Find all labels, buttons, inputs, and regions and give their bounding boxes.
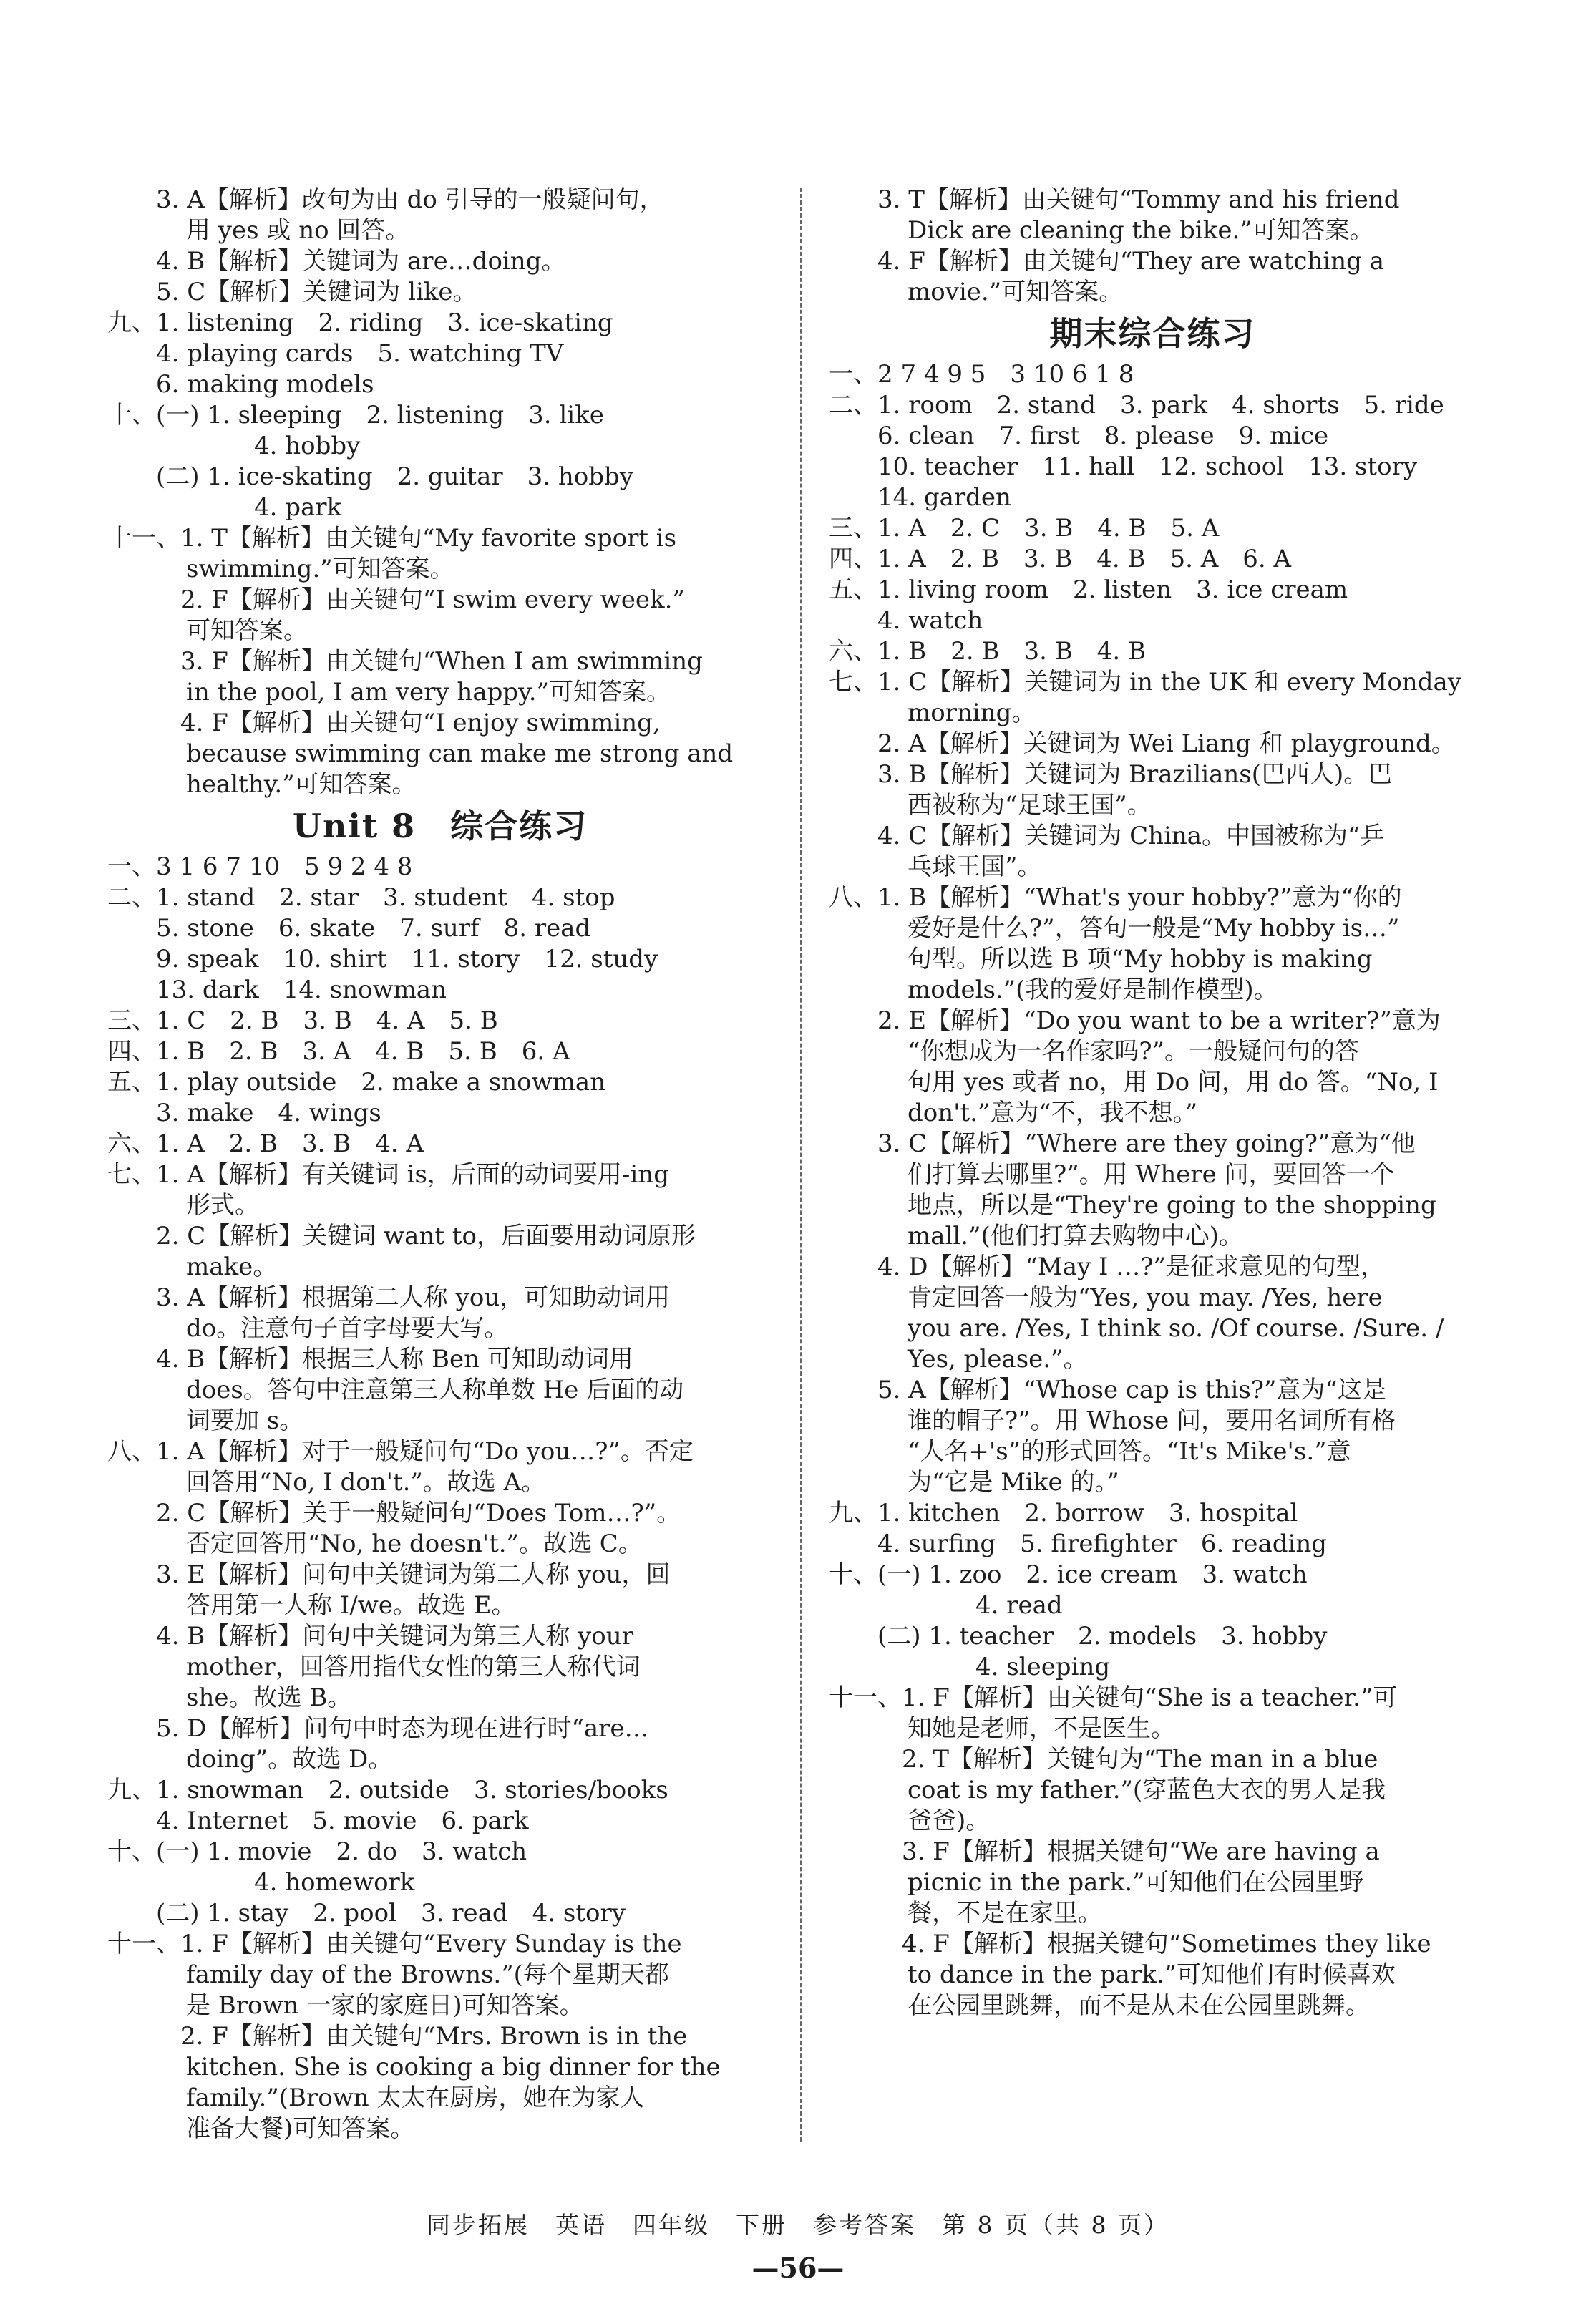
answer-line: 13. dark 14. snowman (156, 976, 447, 1004)
answer-line: 三、1. A 2. C 3. B 4. B 5. A (829, 514, 1220, 543)
answer-line: coat is my father.”(穿蓝色大衣的男人是我 (908, 1776, 1386, 1804)
answer-line: 九、1. snowman 2. outside 3. stories/books (107, 1776, 668, 1804)
answer-line: you are. /Yes, I think so. /Of course. /Sure. / (908, 1314, 1444, 1343)
answer-line: 6. making models (156, 370, 374, 399)
answer-line: 3. T【解析】由关键句“Tommy and his friend (877, 185, 1400, 214)
answer-line: 回答用“No, I don't.”。故选 A。 (186, 1468, 546, 1497)
answer-line: 十一、1. T【解析】由关键句“My favorite sport is (107, 524, 677, 553)
answer-line: mother，回答用指代女性的第三人称代词 (186, 1653, 641, 1681)
answer-line: does。答句中注意第三人称单数 He 后面的动 (186, 1376, 684, 1404)
answer-line: 西被称为“足球王国”。 (908, 791, 1152, 820)
answer-line: (二) 1. stay 2. pool 3. read 4. story (156, 1899, 626, 1928)
answer-line: 九、1. kitchen 2. borrow 3. hospital (829, 1499, 1298, 1527)
answer-line: 否定回答用“No, he doesn't.”。故选 C。 (186, 1530, 643, 1558)
left-column (107, 185, 773, 2144)
answer-line: do。注意句子首字母要大写。 (186, 1314, 509, 1343)
answer-line: 六、1. A 2. B 3. B 4. A (107, 1129, 424, 1158)
answer-line: healthy.”可知答案。 (186, 770, 417, 799)
answer-line: 3. F【解析】根据关键句“We are having a (877, 1837, 1380, 1866)
answer-line: 爸爸)。 (908, 1807, 991, 1835)
answer-line: 5. stone 6. skate 7. surf 8. read (156, 914, 591, 943)
answer-line: 2. C【解析】关键词 want to，后面要用动词原形 (156, 1222, 696, 1250)
answer-line: 4. B【解析】关键词为 are…doing。 (156, 247, 566, 276)
answer-line: 4. surfing 5. firefighter 6. reading (877, 1530, 1328, 1558)
answer-line: 5. A【解析】“Whose cap is this?”意为“这是 (877, 1376, 1386, 1404)
column-divider (800, 188, 802, 2142)
answer-line: 爱好是什么?”，答句一般是“My hobby is…” (908, 914, 1400, 943)
answer-line: 四、1. A 2. B 3. B 4. B 5. A 6. A (829, 545, 1292, 573)
answer-line: family day of the Browns.”(每个星期天都 (186, 1960, 669, 1989)
answer-line: 2. F【解析】由关键句“Mrs. Brown is in the (156, 2022, 688, 2051)
answer-line: picnic in the park.”可知他们在公园里野 (908, 1868, 1364, 1897)
answer-line: mall.”(他们打算去购物中心)。 (908, 1222, 1243, 1250)
answer-line: (二) 1. ice-skating 2. guitar 3. hobby (156, 462, 633, 491)
answer-line: doing”。故选 D。 (186, 1745, 393, 1774)
answer-line: 4. playing cards 5. watching TV (156, 339, 564, 368)
answer-line: 餐，不是在家里。 (908, 1899, 1102, 1928)
answer-line: 9. speak 10. shirt 11. story 12. study (156, 945, 658, 973)
answer-line: 们打算去哪里?”。用 Where 问，要回答一个 (908, 1160, 1395, 1189)
answer-line: 5. C【解析】关键词为 like。 (156, 278, 477, 306)
answer-line: 十一、1. F【解析】由关键句“Every Sunday is the (107, 1930, 682, 1958)
answer-line: 地点，所以是“They're going to the shopping (908, 1191, 1436, 1220)
answer-line: 14. garden (877, 483, 1011, 512)
answer-line: “你想成为一名作家吗?”。一般疑问句的答 (908, 1037, 1359, 1066)
answer-line: 答用第一人称 I/we。故选 E。 (186, 1591, 516, 1620)
answer-line: 八、1. A【解析】对于一般疑问句“Do you…?”。否定 (107, 1437, 694, 1466)
answer-line: to dance in the park.”可知他们有时候喜欢 (908, 1960, 1396, 1989)
answer-line: 4. read (975, 1591, 1063, 1620)
footer-text: 同步拓展 英语 四年级 下册 参考答案 第 8 页（共 8 页） (427, 2211, 1169, 2239)
answer-line: family.”(Brown 太太在厨房，她在为家人 (186, 2084, 645, 2112)
answer-line: morning。 (908, 699, 1036, 727)
answer-line: 句用 yes 或者 no，用 Do 问，用 do 答。“No, I (908, 1068, 1439, 1097)
answer-line: “人名+'s”的形式回答。“It's Mike's.”意 (908, 1437, 1351, 1466)
answer-line: 十、(一) 1. sleeping 2. listening 3. like (107, 401, 604, 429)
answer-line: 十、(一) 1. zoo 2. ice cream 3. watch (829, 1560, 1308, 1589)
answer-line: 一、2 7 4 9 5 3 10 6 1 8 (829, 360, 1134, 389)
answer-line: in the pool, I am very happy.”可知答案。 (186, 678, 671, 706)
right-column (829, 185, 1476, 2021)
answer-line: 六、1. B 2. B 3. B 4. B (829, 637, 1146, 666)
answer-line: movie.”可知答案。 (908, 278, 1124, 306)
answer-line: 4. B【解析】根据三人称 Ben 可知助动词用 (156, 1345, 633, 1374)
answer-line: 6. clean 7. first 8. please 9. mice (877, 422, 1329, 450)
answer-line: 五、1. living room 2. listen 3. ice cream (829, 575, 1348, 604)
answer-line: 4. F【解析】根据关键句“Sometimes they like (877, 1930, 1431, 1958)
answer-line: 二、1. room 2. stand 3. park 4. shorts 5. ride (829, 391, 1444, 419)
answer-line: 2. E【解析】“Do you want to be a writer?”意为 (877, 1006, 1441, 1035)
answer-line: 十一、1. F【解析】由关键句“She is a teacher.”可 (829, 1683, 1398, 1712)
answer-line: 4. hobby (254, 432, 361, 460)
answer-line: 三、1. C 2. B 3. B 4. A 5. B (107, 1006, 498, 1035)
answer-line: 五、1. play outside 2. make a snowman (107, 1068, 606, 1097)
answer-line: 3. E【解析】问句中关键词为第二人称 you，回 (156, 1560, 671, 1589)
answer-line: 用 yes 或 no 回答。 (186, 216, 410, 245)
answer-line: 形式。 (186, 1191, 259, 1220)
answer-line: 2. T【解析】关键句为“The man in a blue (877, 1745, 1378, 1774)
answer-line: 准备大餐)可知答案。 (186, 2114, 415, 2143)
answer-line: 3. A【解析】改句为由 do 引导的一般疑问句， (156, 185, 664, 214)
answer-line: 八、1. B【解析】“What's your hobby?”意为“你的 (829, 883, 1402, 912)
answer-line: Dick are cleaning the bike.”可知答案。 (908, 216, 1374, 245)
answer-line: 知她是老师，不是医生。 (908, 1714, 1175, 1743)
answer-line: 句型。所以选 B 项“My hobby is making (908, 945, 1373, 973)
answer-line: 为“它是 Mike 的。” (908, 1468, 1119, 1497)
answer-line: 七、1. A【解析】有关键词 is，后面的动词要用-ing (107, 1160, 669, 1189)
answer-line: 乓球王国”。 (908, 852, 1042, 881)
answer-line: 4. F【解析】由关键句“They are watching a (877, 247, 1384, 276)
answer-line: 4. sleeping (975, 1653, 1111, 1681)
answer-line: 可知答案。 (186, 616, 308, 645)
answer-line: kitchen. She is cooking a big dinner for the (186, 2053, 721, 2081)
answer-line: 4. B【解析】问句中关键词为第三人称 your (156, 1622, 633, 1651)
answer-line: 4. Internet 5. movie 6. park (156, 1807, 529, 1835)
answer-line: 十、(一) 1. movie 2. do 3. watch (107, 1837, 527, 1866)
answer-line: 3. make 4. wings (156, 1099, 381, 1127)
answer-line: 4. D【解析】“May I …?”是征求意见的句型， (877, 1253, 1385, 1281)
answer-line: because swimming can make me strong and (186, 739, 734, 768)
answer-line: make。 (186, 1253, 278, 1281)
answer-line: swimming.”可知答案。 (186, 555, 454, 583)
answer-line: 七、1. C【解析】关键词为 in the UK 和 every Monday (829, 668, 1461, 696)
answer-line: models.”(我的爱好是制作模型)。 (908, 976, 1278, 1004)
answer-line: 4. park (254, 493, 342, 522)
answer-line: 九、1. listening 2. riding 3. ice-skating (107, 308, 613, 337)
answer-line: 3. B【解析】关键词为 Brazilians(巴西人)。巴 (877, 760, 1393, 789)
answer-line: 3. F【解析】由关键句“When I am swimming (156, 647, 703, 676)
answer-line: 2. C【解析】关于一般疑问句“Does Tom…?”。 (156, 1499, 681, 1527)
answer-line: 2. A【解析】关键词为 Wei Liang 和 playground。 (877, 729, 1456, 758)
answer-line: 3. A【解析】根据第二人称 you，可知助动词用 (156, 1283, 671, 1312)
answer-line: she。故选 B。 (186, 1683, 352, 1712)
answer-line: 4. homework (254, 1868, 415, 1897)
answer-line: 5. D【解析】问句中时态为现在进行时“are… (156, 1714, 649, 1743)
answer-line: (二) 1. teacher 2. models 3. hobby (877, 1622, 1328, 1651)
answer-line: 2. F【解析】由关键句“I swim every week.” (156, 585, 685, 614)
answer-line: 肯定回答一般为“Yes, you may. /Yes, here (908, 1283, 1383, 1312)
answer-line: 4. F【解析】由关键句“I enjoy swimming, (156, 709, 661, 737)
answer-line: 10. teacher 11. hall 12. school 13. story (877, 452, 1418, 481)
answer-line: 一、3 1 6 7 10 5 9 2 4 8 (107, 852, 413, 881)
section-title: Unit 8 综合练习 (292, 807, 588, 845)
answer-line: 在公园里跳舞，而不是从未在公园里跳舞。 (908, 1991, 1370, 2020)
answer-line: 谁的帽子?”。用 Whose 问，要用名词所有格 (908, 1406, 1396, 1435)
page-number: —56— (751, 2252, 845, 2284)
answer-line: 3. C【解析】“Where are they going?”意为“他 (877, 1129, 1416, 1158)
section-title: 期末综合练习 (1049, 314, 1256, 353)
answer-line: Yes, please.”。 (908, 1345, 1088, 1374)
answer-line: 二、1. stand 2. star 3. student 4. stop (107, 883, 615, 912)
answer-line: 词要加 s。 (186, 1406, 304, 1435)
answer-line: don't.”意为“不，我不想。” (908, 1099, 1198, 1127)
answer-line: 四、1. B 2. B 3. A 4. B 5. B 6. A (107, 1037, 570, 1066)
answer-line: 是 Brown 一家的家庭日)可知答案。 (186, 1991, 584, 2020)
answer-line: 4. C【解析】关键词为 China。中国被称为“乒 (877, 822, 1385, 850)
answer-line: 4. watch (877, 606, 983, 635)
